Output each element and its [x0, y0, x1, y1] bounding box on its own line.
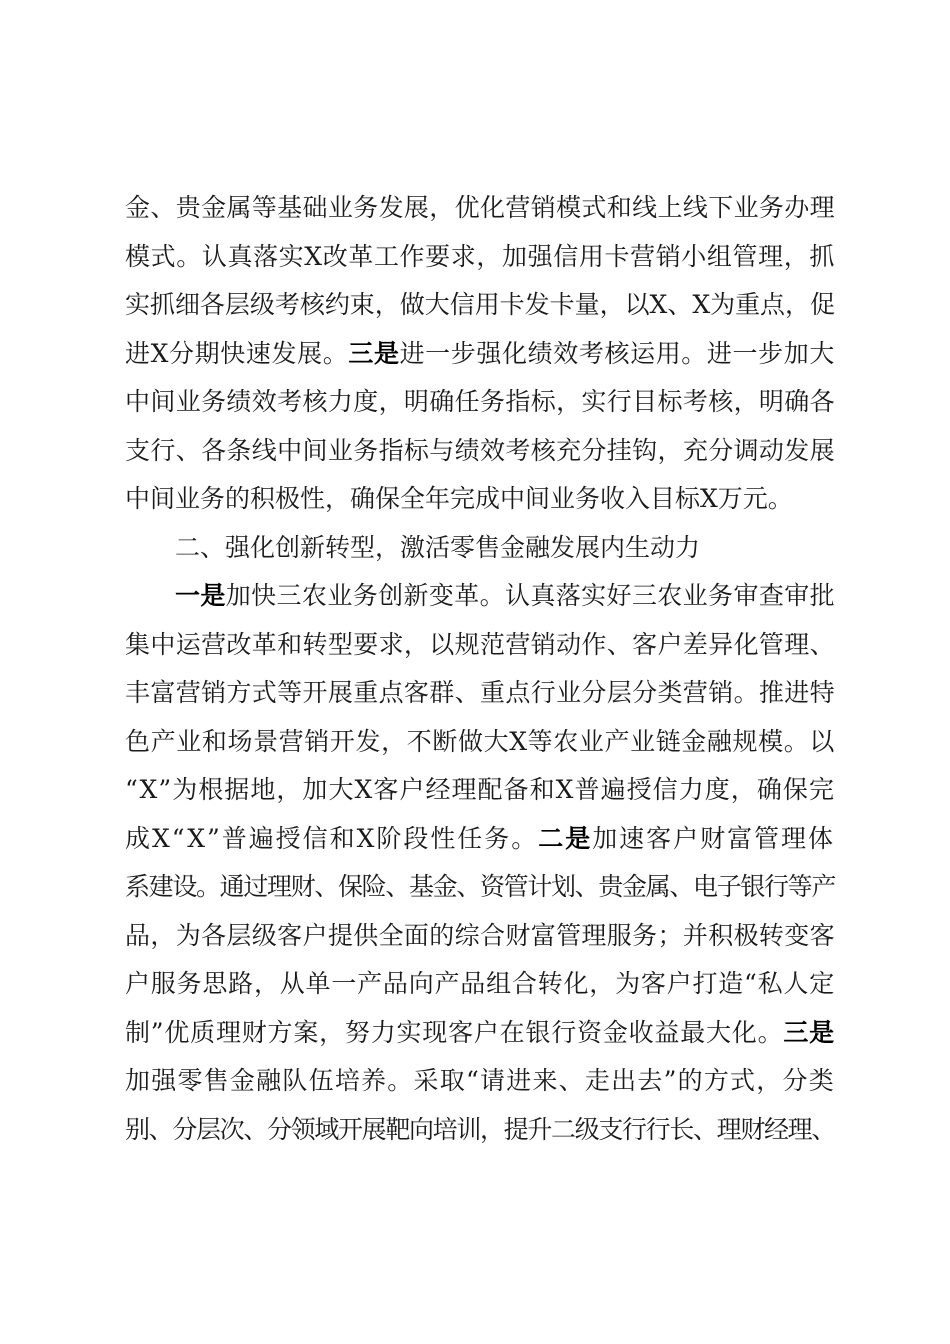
text-line — [125, 475, 835, 524]
body-text — [125, 184, 835, 1154]
text-line — [125, 330, 835, 379]
body-text-segment: 系建设。通过理财、保险、基金、资管计划、贵金属、电子银行等产 — [125, 872, 835, 901]
emphasis-text: 三是 — [783, 1017, 835, 1047]
emphasis-text: 三是 — [348, 338, 400, 368]
body-text-segment: 别、分层次、分领域开展靶向培训，提升二级支行行长、理财经理、 — [125, 1114, 835, 1144]
body-text-segment: 加速客户财富管理体 — [592, 823, 835, 853]
text-line — [125, 1057, 835, 1106]
body-text-segment: 实抓细各层级考核约束，做大信用卡发卡量，以X、X为重点，促 — [125, 290, 835, 319]
text-line — [125, 281, 835, 330]
text-line — [125, 960, 835, 1009]
text-line — [125, 863, 835, 912]
body-text-segment: “X”为根据地，加大X客户经理配备和X普遍授信力度，确保完 — [125, 775, 835, 804]
body-text-segment: 中间业务绩效考核力度，明确任务指标，实行目标考核，明确各 — [125, 387, 835, 416]
body-text-segment: 丰富营销方式等开展重点客群、重点行业分层分类营销。推进特 — [125, 678, 835, 707]
text-line — [125, 233, 835, 282]
emphasis-text: 一是 — [175, 581, 226, 610]
body-text-segment: 金、贵金属等基础业务发展，优化营销模式和线上线下业务办理 — [125, 193, 835, 222]
text-line — [125, 572, 835, 621]
body-text-segment: 成X“X”普遍授信和X阶段性任务。 — [125, 823, 539, 853]
body-text-segment: 进X分期快速发展。 — [125, 338, 349, 368]
body-text-segment: 色产业和场景营销开发，不断做大X等农业产业链金融规模。以 — [125, 726, 835, 756]
body-text-segment: 户服务思路，从单一产品向产品组合转化，为客户打造“私人定 — [125, 969, 835, 998]
text-line — [125, 524, 835, 573]
emphasis-text: 二是 — [538, 823, 593, 853]
body-text-segment: 二、强化创新转型，激活零售金融发展内生动力 — [175, 532, 701, 562]
text-line — [125, 621, 835, 670]
text-line — [125, 1009, 835, 1058]
text-line — [125, 718, 835, 767]
text-line — [125, 815, 835, 864]
body-text-segment: 品，为各层级客户提供全面的综合财富管理服务；并积极转变客 — [125, 920, 835, 950]
text-line — [125, 766, 835, 815]
body-text-segment: 加强零售金融队伍培养。采取“请进来、走出去”的方式，分类 — [125, 1066, 835, 1095]
text-line — [125, 378, 835, 427]
text-line — [125, 912, 835, 961]
body-text-segment: 模式。认真落实X改革工作要求，加强信用卡营销小组管理，抓 — [125, 241, 835, 271]
text-line — [125, 669, 835, 718]
text-line — [125, 184, 835, 233]
body-text-segment: 支行、各条线中间业务指标与绩效考核充分挂钩，充分调动发展 — [125, 435, 835, 465]
body-text-segment: 加快三农业务创新变革。认真落实好三农业务审查审批 — [225, 581, 835, 610]
body-text-segment: 集中运营改革和转型要求，以规范营销动作、客户差异化管理、 — [125, 629, 835, 659]
body-text-segment: 制”优质理财方案，努力实现客户在银行资金收益最大化。 — [125, 1017, 784, 1047]
body-text-segment: 中间业务的积极性，确保全年完成中间业务收入目标X万元。 — [125, 484, 793, 513]
body-text-segment: 进一步强化绩效考核运用。进一步加大 — [399, 338, 835, 368]
text-line — [125, 1106, 835, 1155]
text-line — [125, 427, 835, 476]
